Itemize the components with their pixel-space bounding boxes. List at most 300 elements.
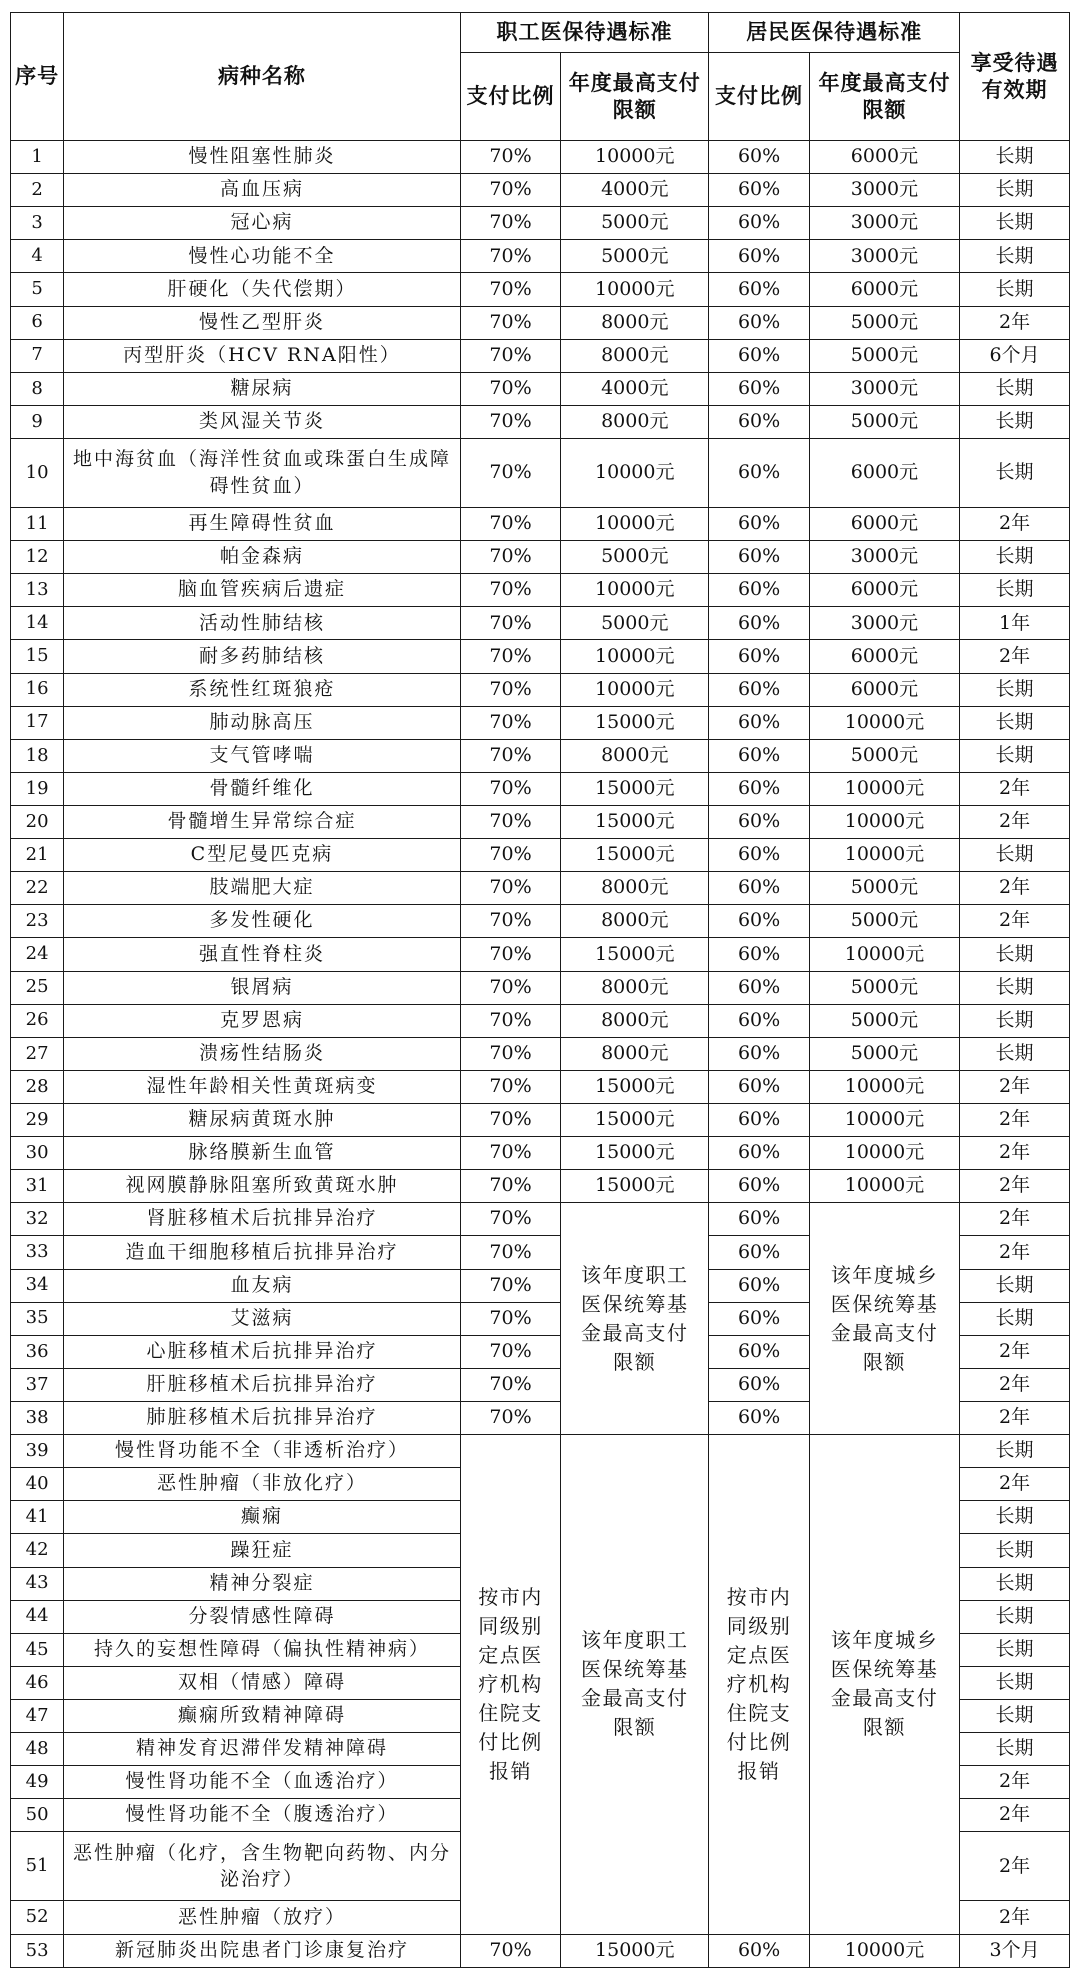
row-disease-name: C型尼曼匹克病 (64, 839, 461, 872)
table-row (11, 839, 1070, 872)
row-resident-ratio: 60% (709, 640, 810, 673)
row-validity-period: 2年 (960, 805, 1070, 838)
row-seq: 15 (11, 640, 64, 673)
header-validity-period: 享受待遇有效期 (960, 13, 1070, 141)
row-seq: 48 (11, 1733, 64, 1766)
row-validity-period: 2年 (960, 1368, 1070, 1401)
row-staff-ratio: 70% (460, 739, 561, 772)
row-seq: 42 (11, 1534, 64, 1567)
row-staff-limit: 15000元 (561, 1170, 709, 1203)
row-staff-ratio: 70% (460, 574, 561, 607)
row-disease-name: 地中海贫血（海洋性贫血或珠蛋白生成障碍性贫血） (64, 438, 461, 507)
table-row (11, 1934, 1070, 1968)
row-seq: 41 (11, 1501, 64, 1534)
row-seq: 9 (11, 405, 64, 438)
row-disease-name: 骨髓纤维化 (64, 772, 461, 805)
row-resident-limit: 5000元 (809, 339, 959, 372)
row-disease-name: 湿性年龄相关性黄斑病变 (64, 1070, 461, 1103)
row-staff-limit: 10000元 (561, 640, 709, 673)
row-resident-limit: 10000元 (809, 805, 959, 838)
row-staff-limit: 8000元 (561, 405, 709, 438)
row-resident-limit: 5000元 (809, 1004, 959, 1037)
table-row (11, 1103, 1070, 1136)
row-staff-ratio: 70% (460, 339, 561, 372)
row-validity-period: 长期 (960, 739, 1070, 772)
row-disease-name: 活动性肺结核 (64, 607, 461, 640)
row-validity-period: 长期 (960, 1699, 1070, 1732)
row-resident-limit: 3000元 (809, 174, 959, 207)
row-resident-ratio: 60% (709, 1170, 810, 1203)
row-staff-limit: 15000元 (561, 706, 709, 739)
row-seq: 38 (11, 1401, 64, 1434)
row-validity-period: 2年 (960, 508, 1070, 541)
row-seq: 7 (11, 339, 64, 372)
row-staff-limit: 15000元 (561, 938, 709, 971)
row-validity-period: 长期 (960, 1269, 1070, 1302)
table-row (11, 673, 1070, 706)
row-resident-ratio: 60% (709, 141, 810, 174)
merged-resident-ratio-inpatient (709, 1435, 810, 1934)
row-validity-period: 长期 (960, 1733, 1070, 1766)
row-seq: 27 (11, 1037, 64, 1070)
row-seq: 52 (11, 1901, 64, 1934)
row-staff-ratio: 70% (460, 508, 561, 541)
row-staff-limit: 5000元 (561, 240, 709, 273)
row-disease-name: 类风湿关节炎 (64, 405, 461, 438)
row-disease-name: 分裂情感性障碍 (64, 1600, 461, 1633)
row-staff-limit: 8000元 (561, 1037, 709, 1070)
row-resident-ratio: 60% (709, 240, 810, 273)
row-resident-ratio: 60% (709, 339, 810, 372)
row-seq: 13 (11, 574, 64, 607)
header-staff-limit: 年度最高支付限额 (561, 53, 709, 141)
row-disease-name: 帕金森病 (64, 541, 461, 574)
row-staff-ratio: 70% (460, 971, 561, 1004)
row-resident-ratio: 60% (709, 1070, 810, 1103)
row-resident-ratio: 60% (709, 405, 810, 438)
row-staff-ratio: 70% (460, 805, 561, 838)
table-row (11, 971, 1070, 1004)
row-seq: 30 (11, 1137, 64, 1170)
row-staff-limit: 15000元 (561, 772, 709, 805)
row-validity-period: 6个月 (960, 339, 1070, 372)
row-validity-period: 长期 (960, 971, 1070, 1004)
row-seq: 12 (11, 541, 64, 574)
row-resident-limit: 3000元 (809, 372, 959, 405)
table-row (11, 1170, 1070, 1203)
row-resident-ratio: 60% (709, 1368, 810, 1401)
row-validity-period: 长期 (960, 405, 1070, 438)
row-validity-period: 长期 (960, 839, 1070, 872)
row-disease-name: 冠心病 (64, 207, 461, 240)
row-disease-name: 慢性乙型肝炎 (64, 306, 461, 339)
row-resident-ratio: 60% (709, 1037, 810, 1070)
table-row (11, 141, 1070, 174)
row-disease-name: 慢性心功能不全 (64, 240, 461, 273)
disease-benefit-document (10, 12, 1070, 1968)
row-seq: 19 (11, 772, 64, 805)
row-resident-limit: 3000元 (809, 607, 959, 640)
row-disease-name: 脉络膜新生血管 (64, 1137, 461, 1170)
row-resident-ratio: 60% (709, 574, 810, 607)
row-staff-ratio: 70% (460, 207, 561, 240)
row-seq: 37 (11, 1368, 64, 1401)
row-staff-ratio: 70% (460, 1368, 561, 1401)
row-resident-limit: 5000元 (809, 905, 959, 938)
merged-resident-limit-inpatient (809, 1435, 959, 1934)
header-resident-ratio: 支付比例 (709, 53, 810, 141)
row-validity-period: 长期 (960, 207, 1070, 240)
table-row (11, 207, 1070, 240)
row-seq: 35 (11, 1302, 64, 1335)
row-resident-limit: 6000元 (809, 438, 959, 507)
row-disease-name: 肝脏移植术后抗排异治疗 (64, 1368, 461, 1401)
row-validity-period: 长期 (960, 240, 1070, 273)
table-row (11, 739, 1070, 772)
row-seq: 40 (11, 1468, 64, 1501)
row-resident-ratio: 60% (709, 1934, 810, 1968)
row-validity-period: 3个月 (960, 1934, 1070, 1968)
row-validity-period: 长期 (960, 706, 1070, 739)
row-disease-name: 强直性脊柱炎 (64, 938, 461, 971)
row-seq: 26 (11, 1004, 64, 1037)
row-staff-limit: 5000元 (561, 607, 709, 640)
row-seq: 24 (11, 938, 64, 971)
row-disease-name: 慢性肾功能不全（非透析治疗） (64, 1435, 461, 1468)
row-seq: 51 (11, 1832, 64, 1901)
row-resident-ratio: 60% (709, 174, 810, 207)
table-row (11, 805, 1070, 838)
row-seq: 31 (11, 1170, 64, 1203)
merged-staff-limit-inpatient-text: 该年度职工医保统筹基金最高支付限额 (581, 1628, 689, 1740)
row-staff-ratio: 70% (460, 1302, 561, 1335)
row-validity-period: 长期 (960, 141, 1070, 174)
row-validity-period: 2年 (960, 905, 1070, 938)
row-resident-ratio: 60% (709, 673, 810, 706)
row-staff-ratio: 70% (460, 541, 561, 574)
row-disease-name: 慢性阻塞性肺炎 (64, 141, 461, 174)
row-validity-period: 2年 (960, 1335, 1070, 1368)
row-disease-name: 糖尿病 (64, 372, 461, 405)
row-staff-limit: 8000元 (561, 971, 709, 1004)
row-resident-limit: 6000元 (809, 640, 959, 673)
row-disease-name: 慢性肾功能不全（血透治疗） (64, 1766, 461, 1799)
row-seq: 2 (11, 174, 64, 207)
row-staff-ratio: 70% (460, 240, 561, 273)
table-row (11, 772, 1070, 805)
row-resident-ratio: 60% (709, 1302, 810, 1335)
row-validity-period: 长期 (960, 438, 1070, 507)
row-resident-limit: 10000元 (809, 706, 959, 739)
row-validity-period: 长期 (960, 938, 1070, 971)
row-disease-name: 肝硬化（失代偿期） (64, 273, 461, 306)
row-resident-limit: 10000元 (809, 1137, 959, 1170)
table-row (11, 1203, 1070, 1236)
row-validity-period: 长期 (960, 1302, 1070, 1335)
row-staff-ratio: 70% (460, 273, 561, 306)
row-staff-ratio: 70% (460, 706, 561, 739)
row-staff-limit: 10000元 (561, 508, 709, 541)
row-validity-period: 长期 (960, 1501, 1070, 1534)
row-disease-name: 恶性肿瘤（非放化疗） (64, 1468, 461, 1501)
row-resident-limit: 3000元 (809, 240, 959, 273)
row-resident-ratio: 60% (709, 372, 810, 405)
table-row (11, 1070, 1070, 1103)
row-staff-ratio: 70% (460, 839, 561, 872)
row-resident-ratio: 60% (709, 306, 810, 339)
header-seq: 序号 (11, 13, 64, 141)
table-row (11, 1435, 1070, 1468)
row-seq: 6 (11, 306, 64, 339)
row-disease-name: 恶性肿瘤（放疗） (64, 1901, 461, 1934)
row-resident-limit: 10000元 (809, 938, 959, 971)
row-resident-ratio: 60% (709, 772, 810, 805)
row-staff-limit: 10000元 (561, 141, 709, 174)
row-staff-limit: 4000元 (561, 174, 709, 207)
row-resident-limit: 6000元 (809, 141, 959, 174)
row-disease-name: 耐多药肺结核 (64, 640, 461, 673)
row-resident-limit: 3000元 (809, 541, 959, 574)
row-staff-ratio: 70% (460, 1401, 561, 1434)
row-resident-ratio: 60% (709, 1103, 810, 1136)
row-disease-name: 视网膜静脉阻塞所致黄斑水肿 (64, 1170, 461, 1203)
row-resident-ratio: 60% (709, 739, 810, 772)
row-resident-ratio: 60% (709, 1401, 810, 1434)
row-validity-period: 长期 (960, 372, 1070, 405)
row-validity-period: 长期 (960, 1666, 1070, 1699)
table-row (11, 541, 1070, 574)
table-row (11, 872, 1070, 905)
row-disease-name: 支气管哮喘 (64, 739, 461, 772)
row-disease-name: 持久的妄想性障碍（偏执性精神病） (64, 1633, 461, 1666)
row-disease-name: 溃疡性结肠炎 (64, 1037, 461, 1070)
merged-staff-ratio-inpatient-text: 按市内同级别定点医疗机构住院支付比例报销 (478, 1584, 543, 1783)
row-staff-ratio: 70% (460, 1004, 561, 1037)
row-staff-ratio: 70% (460, 306, 561, 339)
merged-resident-limit-transplant (809, 1203, 959, 1435)
table-row (11, 405, 1070, 438)
row-seq: 45 (11, 1633, 64, 1666)
row-seq: 36 (11, 1335, 64, 1368)
row-disease-name: 脑血管疾病后遗症 (64, 574, 461, 607)
row-resident-ratio: 60% (709, 706, 810, 739)
row-disease-name: 慢性肾功能不全（腹透治疗） (64, 1799, 461, 1832)
row-staff-limit: 8000元 (561, 905, 709, 938)
row-staff-limit: 15000元 (561, 839, 709, 872)
row-seq: 1 (11, 141, 64, 174)
row-disease-name: 恶性肿瘤（化疗，含生物靶向药物、内分泌治疗） (64, 1832, 461, 1901)
row-seq: 18 (11, 739, 64, 772)
row-staff-limit: 5000元 (561, 207, 709, 240)
table-row (11, 640, 1070, 673)
row-staff-ratio: 70% (460, 607, 561, 640)
row-validity-period: 长期 (960, 574, 1070, 607)
row-resident-limit: 6000元 (809, 574, 959, 607)
row-staff-limit: 15000元 (561, 1934, 709, 1968)
row-resident-limit: 6000元 (809, 508, 959, 541)
row-resident-limit: 6000元 (809, 673, 959, 706)
table-row (11, 438, 1070, 507)
row-seq: 4 (11, 240, 64, 273)
merged-resident-ratio-inpatient-text: 按市内同级别定点医疗机构住院支付比例报销 (726, 1584, 792, 1783)
row-seq: 17 (11, 706, 64, 739)
row-resident-limit: 10000元 (809, 839, 959, 872)
row-resident-limit: 6000元 (809, 273, 959, 306)
table-body (11, 141, 1070, 1968)
row-validity-period: 2年 (960, 1170, 1070, 1203)
row-staff-ratio: 70% (460, 372, 561, 405)
table-row (11, 1137, 1070, 1170)
row-validity-period: 长期 (960, 1633, 1070, 1666)
row-validity-period: 2年 (960, 1766, 1070, 1799)
row-validity-period: 长期 (960, 1600, 1070, 1633)
row-validity-period: 2年 (960, 306, 1070, 339)
row-staff-ratio: 70% (460, 1934, 561, 1968)
row-validity-period: 长期 (960, 1435, 1070, 1468)
row-validity-period: 2年 (960, 640, 1070, 673)
table-row (11, 938, 1070, 971)
row-seq: 25 (11, 971, 64, 1004)
header-staff-ratio: 支付比例 (460, 53, 561, 141)
row-seq: 3 (11, 207, 64, 240)
row-validity-period: 2年 (960, 1236, 1070, 1269)
row-seq: 16 (11, 673, 64, 706)
row-seq: 43 (11, 1567, 64, 1600)
row-staff-ratio: 70% (460, 772, 561, 805)
row-staff-limit: 8000元 (561, 872, 709, 905)
row-staff-ratio: 70% (460, 1070, 561, 1103)
row-staff-ratio: 70% (460, 174, 561, 207)
row-disease-name: 精神发育迟滞伴发精神障碍 (64, 1733, 461, 1766)
row-resident-ratio: 60% (709, 1236, 810, 1269)
row-resident-limit: 10000元 (809, 1070, 959, 1103)
row-validity-period: 长期 (960, 273, 1070, 306)
merged-staff-ratio-inpatient (460, 1435, 561, 1934)
row-disease-name: 精神分裂症 (64, 1567, 461, 1600)
row-disease-name: 丙型肝炎（HCV RNA阳性） (64, 339, 461, 372)
row-disease-name: 骨髓增生异常综合症 (64, 805, 461, 838)
row-staff-ratio: 70% (460, 1269, 561, 1302)
merged-resident-limit-inpatient-text: 该年度城乡医保统筹基金最高支付限额 (830, 1628, 939, 1740)
merged-staff-limit-transplant-text: 该年度职工医保统筹基金最高支付限额 (581, 1262, 689, 1374)
header-resident-limit: 年度最高支付限额 (809, 53, 959, 141)
row-staff-ratio: 70% (460, 1103, 561, 1136)
row-resident-ratio: 60% (709, 805, 810, 838)
row-seq: 10 (11, 438, 64, 507)
row-resident-ratio: 60% (709, 938, 810, 971)
row-staff-limit: 8000元 (561, 739, 709, 772)
table-row (11, 339, 1070, 372)
header-disease-name: 病种名称 (64, 13, 461, 141)
row-staff-limit: 15000元 (561, 805, 709, 838)
row-staff-ratio: 70% (460, 1236, 561, 1269)
row-seq: 11 (11, 508, 64, 541)
row-disease-name: 躁狂症 (64, 1534, 461, 1567)
row-disease-name: 多发性硬化 (64, 905, 461, 938)
row-disease-name: 再生障碍性贫血 (64, 508, 461, 541)
row-resident-limit: 5000元 (809, 971, 959, 1004)
table-row (11, 1004, 1070, 1037)
row-resident-ratio: 60% (709, 508, 810, 541)
row-disease-name: 心脏移植术后抗排异治疗 (64, 1335, 461, 1368)
table-row (11, 372, 1070, 405)
row-seq: 34 (11, 1269, 64, 1302)
row-resident-ratio: 60% (709, 607, 810, 640)
row-resident-ratio: 60% (709, 872, 810, 905)
row-staff-limit: 10000元 (561, 438, 709, 507)
row-staff-limit: 8000元 (561, 1004, 709, 1037)
row-seq: 46 (11, 1666, 64, 1699)
row-seq: 28 (11, 1070, 64, 1103)
row-validity-period: 长期 (960, 1567, 1070, 1600)
row-staff-limit: 5000元 (561, 541, 709, 574)
row-seq: 21 (11, 839, 64, 872)
merged-staff-limit-transplant (561, 1203, 709, 1435)
row-seq: 39 (11, 1435, 64, 1468)
table-row (11, 1037, 1070, 1070)
table-row (11, 273, 1070, 306)
row-resident-limit: 10000元 (809, 1934, 959, 1968)
row-disease-name: 血友病 (64, 1269, 461, 1302)
row-staff-limit: 15000元 (561, 1103, 709, 1136)
row-seq: 44 (11, 1600, 64, 1633)
row-seq: 14 (11, 607, 64, 640)
row-disease-name: 肾脏移植术后抗排异治疗 (64, 1203, 461, 1236)
row-staff-ratio: 70% (460, 405, 561, 438)
table-row (11, 706, 1070, 739)
row-resident-ratio: 60% (709, 905, 810, 938)
row-resident-ratio: 60% (709, 1203, 810, 1236)
row-disease-name: 高血压病 (64, 174, 461, 207)
row-validity-period: 长期 (960, 1004, 1070, 1037)
row-seq: 47 (11, 1699, 64, 1732)
disease-benefit-table (10, 12, 1070, 1968)
row-staff-ratio: 70% (460, 640, 561, 673)
table-row (11, 240, 1070, 273)
row-resident-limit: 5000元 (809, 1037, 959, 1070)
row-validity-period: 长期 (960, 541, 1070, 574)
row-validity-period: 2年 (960, 1070, 1070, 1103)
row-staff-ratio: 70% (460, 1335, 561, 1368)
row-staff-limit: 4000元 (561, 372, 709, 405)
row-validity-period: 长期 (960, 673, 1070, 706)
row-staff-limit: 10000元 (561, 574, 709, 607)
row-disease-name: 系统性红斑狼疮 (64, 673, 461, 706)
row-validity-period: 长期 (960, 1534, 1070, 1567)
row-staff-limit: 15000元 (561, 1137, 709, 1170)
row-staff-ratio: 70% (460, 1137, 561, 1170)
table-row (11, 508, 1070, 541)
row-resident-ratio: 60% (709, 1137, 810, 1170)
row-resident-ratio: 60% (709, 839, 810, 872)
row-seq: 53 (11, 1934, 64, 1968)
table-row (11, 574, 1070, 607)
row-disease-name: 肺动脉高压 (64, 706, 461, 739)
row-resident-limit: 5000元 (809, 872, 959, 905)
row-disease-name: 造血干细胞移植后抗排异治疗 (64, 1236, 461, 1269)
row-disease-name: 糖尿病黄斑水肿 (64, 1103, 461, 1136)
row-validity-period: 2年 (960, 1799, 1070, 1832)
row-staff-ratio: 70% (460, 141, 561, 174)
row-resident-ratio: 60% (709, 541, 810, 574)
row-disease-name: 癫痫所致精神障碍 (64, 1699, 461, 1732)
row-validity-period: 2年 (960, 1137, 1070, 1170)
row-resident-limit: 5000元 (809, 306, 959, 339)
row-disease-name: 克罗恩病 (64, 1004, 461, 1037)
row-resident-limit: 3000元 (809, 207, 959, 240)
row-validity-period: 2年 (960, 1203, 1070, 1236)
row-resident-ratio: 60% (709, 273, 810, 306)
